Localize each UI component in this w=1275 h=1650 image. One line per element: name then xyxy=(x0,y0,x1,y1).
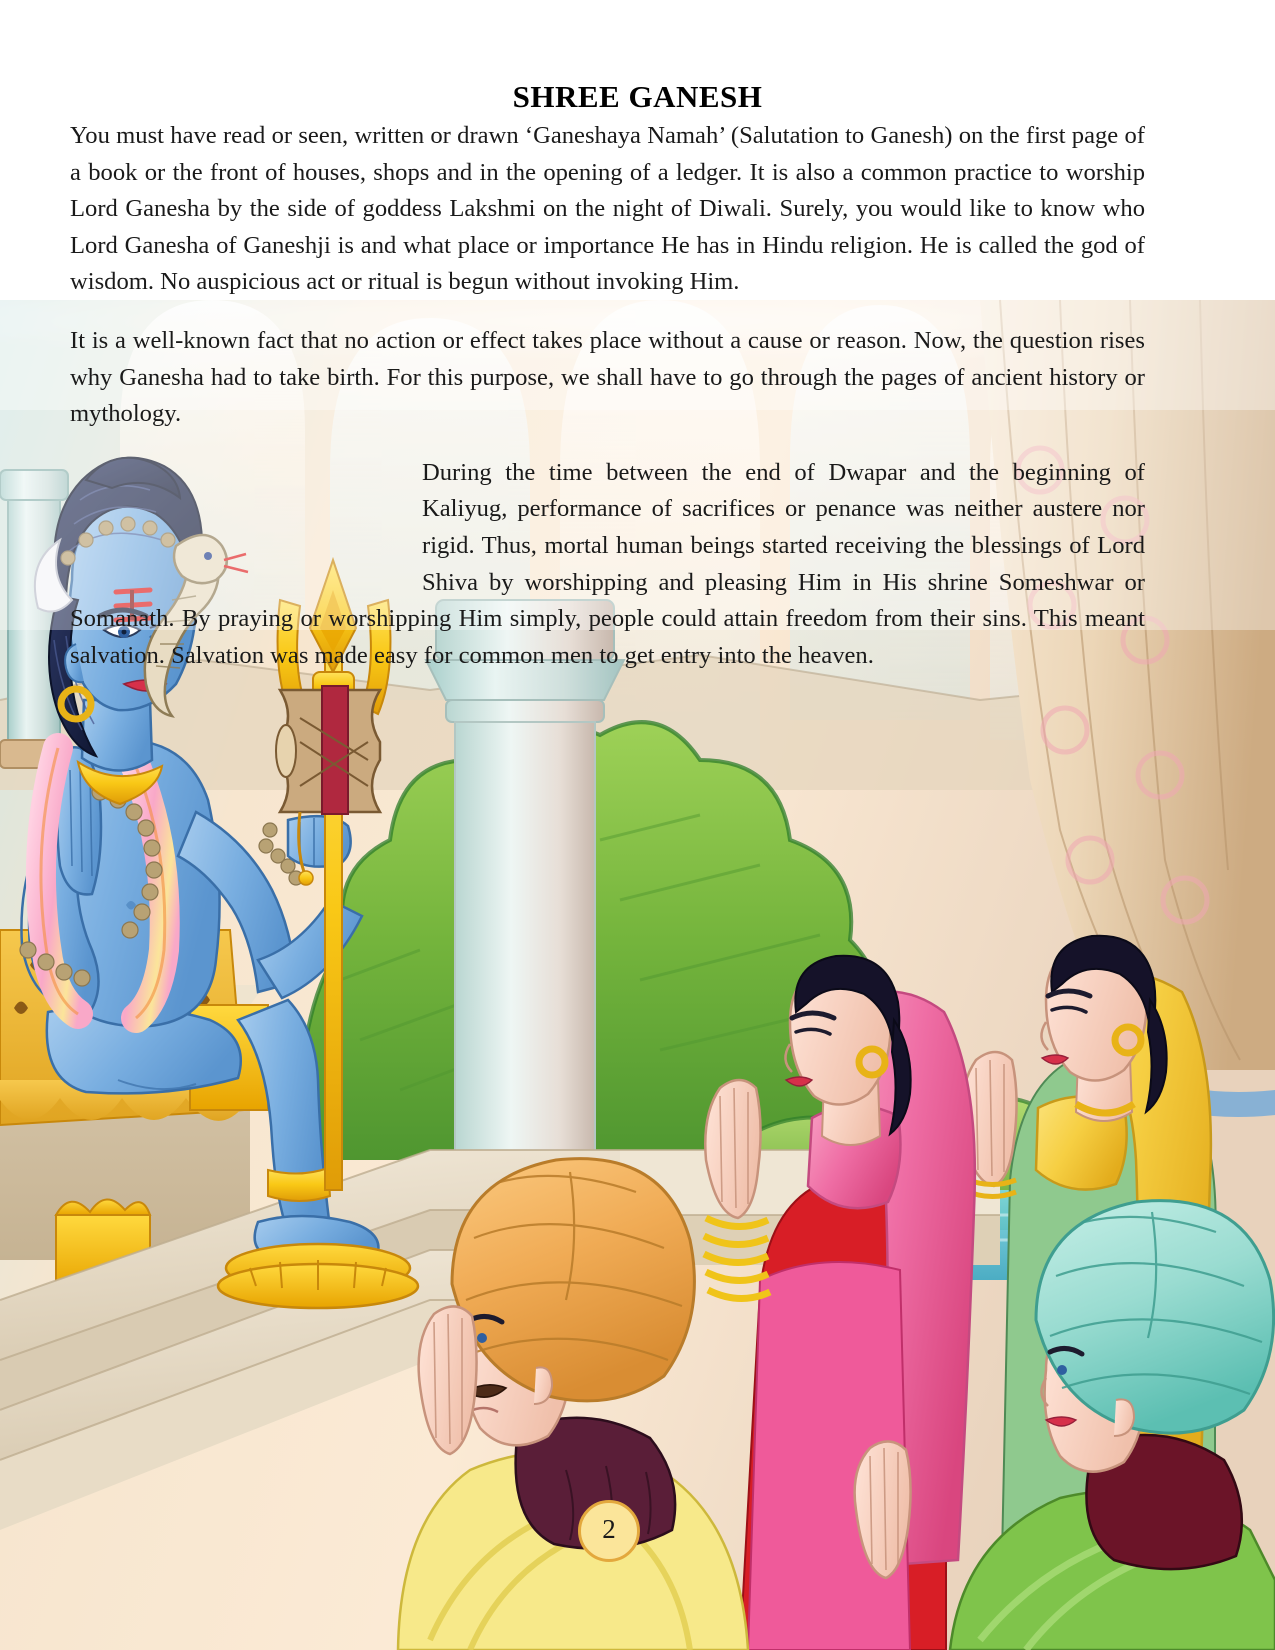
temple-pillar xyxy=(426,600,624,1222)
paragraph-2: It is a well-known fact that no action or effect takes place without a cause or reason. Now, the question rises why Ganesha had to take birth. For this purpose, we shall have to go through the pages of ancient history or mythology. xyxy=(70,326,1145,428)
illustration-text-wrap-spacer xyxy=(70,455,422,583)
page-number-badge: 2 xyxy=(578,1500,640,1562)
body-text-column xyxy=(70,118,1145,674)
paragraph-3 xyxy=(70,455,1145,675)
paragraph-1: You must have read or seen, written or drawn ‘Ganeshaya Namah’ (Salutation to Ganesh) on the first page of a book or the front of houses, shops and in the opening of a ledger. It is also a common practice to worship Lord Ganesha by the side of goddess Lakshmi on the night of Diwali. Surely, you would like to know who Lord Ganesha of Ganeshji is and what place or importance He has in Hindu religion. He is called the god of wisdom. No auspicious act or ritual is begun without invoking Him. xyxy=(70,122,1145,296)
paragraph-3-text: During the time between the end of Dwapar and the beginning of Kaliyug, performance of sacrifices or penance was neither austere nor rigid. Thus, mortal human beings started receiving the blessings of Lord Shiva by worshipping and pleasing Him in His shrine Someshwar or Somanath. By praying or worshipping Him simply, people could attain freedom from their sins. This meant salvation. Salvation was made easy for common men to get entry into the heaven. xyxy=(70,458,1145,669)
page-title: SHREE GANESH xyxy=(512,78,763,114)
